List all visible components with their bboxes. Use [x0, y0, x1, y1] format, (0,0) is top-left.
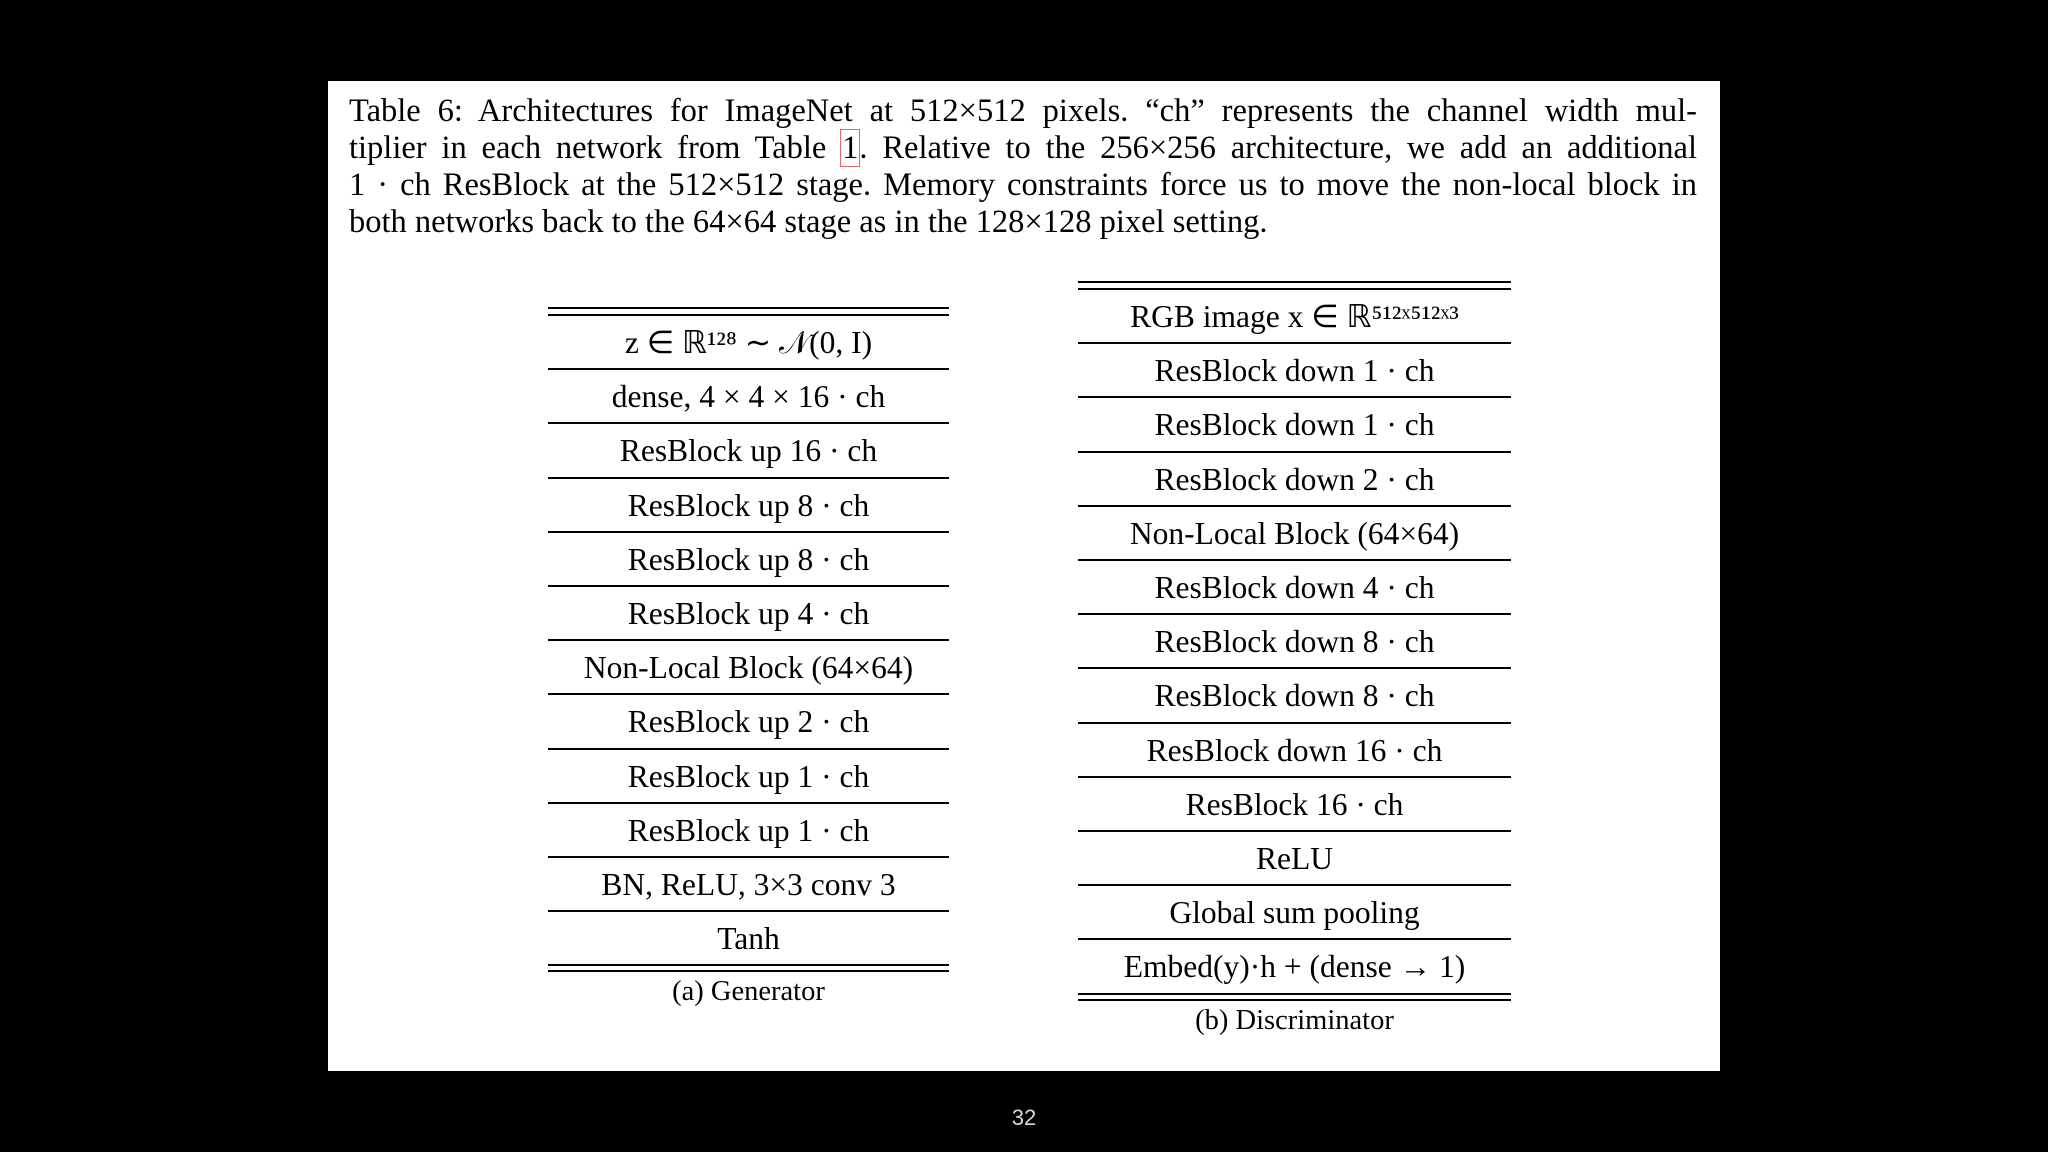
generator-row: z ∈ ℝ¹²⁸ ∼ 𝒩(0, I)	[624, 324, 873, 360]
discriminator-row: ResBlock down 8 · ch	[1154, 624, 1435, 660]
slide	[328, 81, 1720, 1071]
generator-row: ResBlock up 4 · ch	[627, 596, 870, 631]
generator-row: Non-Local Block (64×64)	[583, 650, 914, 686]
discriminator-row: ReLU	[1256, 841, 1333, 876]
generator-rule	[548, 970, 949, 972]
discriminator-row: ResBlock down 2 · ch	[1154, 461, 1435, 497]
caption-line-2-start: tiplier in each network from Table	[349, 130, 842, 166]
caption-line-2-end: . Relative to the 256×256 architecture, we add an additional	[859, 130, 1697, 166]
discriminator-row: ResBlock 16 · ch	[1185, 786, 1404, 822]
discriminator-row: ResBlock down 4 · ch	[1154, 570, 1435, 605]
generator-row: ResBlock up 8 · ch	[627, 541, 870, 577]
discriminator-caption: (b) Discriminator	[1195, 1004, 1394, 1036]
generator-row: ResBlock up 1 · ch	[627, 812, 870, 848]
generator-rule	[548, 307, 949, 309]
discriminator-rule	[1078, 281, 1511, 283]
table-reference-link[interactable]: 1	[842, 130, 859, 166]
generator-row: dense, 4 × 4 × 16 · ch	[611, 379, 886, 415]
discriminator-row: RGB image x ∈ ℝ⁵¹²ˣ⁵¹²ˣ³	[1130, 299, 1459, 334]
generator-row: Tanh	[717, 921, 780, 957]
discriminator-row: Global sum pooling	[1169, 895, 1420, 931]
discriminator-row: ResBlock down 1 · ch	[1154, 353, 1435, 389]
discriminator-row: Embed(y)·h + (dense → 1)	[1123, 949, 1466, 985]
discriminator-row: ResBlock down 16 · ch	[1146, 732, 1443, 768]
table-caption	[349, 93, 1697, 241]
discriminator-row: Non-Local Block (64×64)	[1129, 515, 1460, 551]
discriminator-row: ResBlock down 8 · ch	[1154, 678, 1435, 714]
discriminator-rule	[1078, 993, 1511, 995]
discriminator-row: ResBlock down 1 · ch	[1154, 407, 1435, 443]
page-number: 32	[1011, 1105, 1037, 1130]
generator-caption: (a) Generator	[672, 976, 825, 1008]
caption-line-1: Table 6: Architectures for ImageNet at 512×512 pixels. “ch” represents the channel width mul-	[349, 93, 1697, 129]
generator-row: ResBlock up 16 · ch	[619, 433, 878, 469]
generator-row: ResBlock up 8 · ch	[627, 487, 870, 523]
caption-line-2	[349, 130, 1697, 167]
generator-row: BN, ReLU, 3×3 conv 3	[601, 867, 896, 902]
generator-rule	[548, 964, 949, 966]
generator-table	[548, 307, 949, 1107]
caption-line-4: both networks back to the 64×64 stage as in the 128×128 pixel setting.	[349, 204, 1268, 240]
generator-row: ResBlock up 1 · ch	[627, 758, 870, 794]
discriminator-table	[1078, 281, 1511, 1131]
generator-row: ResBlock up 2 · ch	[627, 704, 870, 740]
discriminator-rule	[1078, 999, 1511, 1001]
caption-line-3: 1 · ch ResBlock at the 512×512 stage. Memory constraints force us to move the non-local block in	[349, 167, 1697, 203]
